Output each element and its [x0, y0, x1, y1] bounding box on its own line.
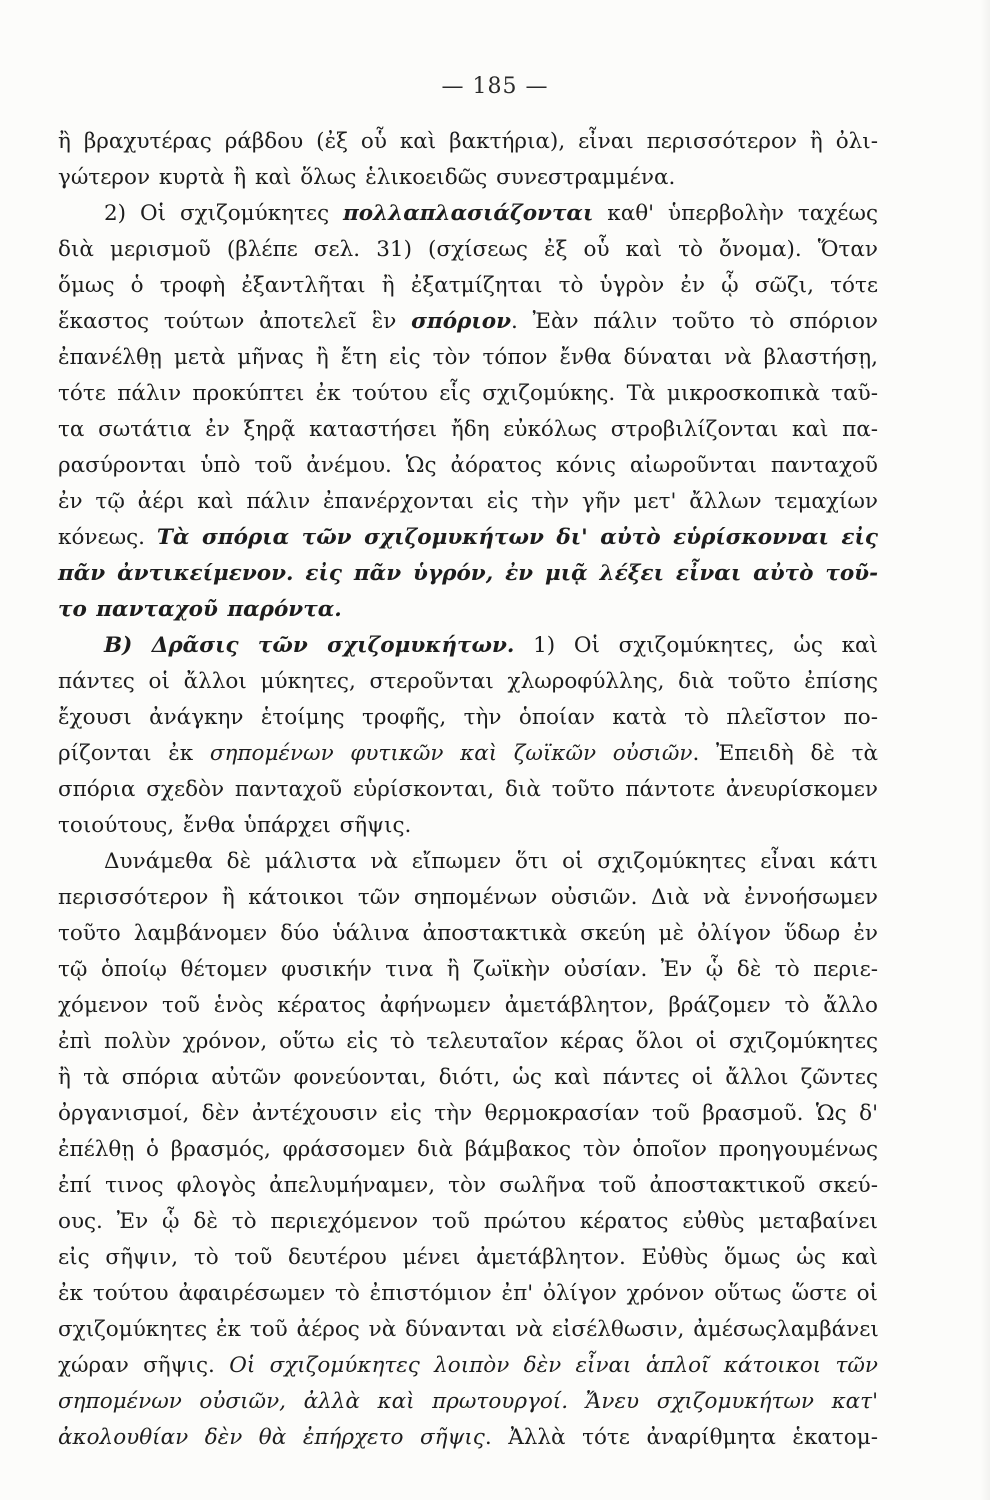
- emphasis: πολλαπλασιάζονται: [343, 201, 594, 226]
- text-line: περισσότερον ἢ κάτοικοι τῶν σηπομένων οὐσιῶν. Διὰ νὰ ἐννοήσωμεν: [58, 885, 878, 910]
- scan-edge-shadow: [980, 0, 990, 1500]
- text-line: ἐν τῷ ἀέρι καὶ πάλιν ἐπανέρχονται εἰς τὴν γῆν μετ' ἄλλων τεμαχίων: [58, 489, 878, 514]
- text-line: χόμενον τοῦ ἑνὸς κέρατος ἀφήνωμεν ἀμετάβλητον, βράζομεν τὸ ἄλλο: [58, 993, 878, 1018]
- text-line: σπόρια σχεδὸν πανταχοῦ εὑρίσκονται, διὰ τοῦτο πάντοτε ἀνευρίσκομεν: [58, 777, 878, 802]
- text-line: ἐπί τινος φλογὸς ἀπελυμήναμεν, τὸν σωλῆνα τοῦ ἀποστακτικοῦ σκεύ-: [58, 1173, 878, 1198]
- text-line: ἔχουσι ἀνάγκην ἑτοίμης τροφῆς, τὴν ὁποίαν κατὰ τὸ πλεῖστον πο-: [58, 705, 878, 730]
- italic-text: Οἱ σχιζομύκητες λοιπὸν δὲν εἶναι ἁπλοῖ κάτοικοι τῶν: [229, 1353, 878, 1378]
- text-line: [58, 1384, 878, 1420]
- text-line: ἐπὶ πολὺν χρόνον, οὕτω εἰς τὸ τελευταῖον κέρας ὅλοι οἱ σχιζομύκητες: [58, 1029, 878, 1054]
- text-line: εἰς σῆψιν, τὸ τοῦ δευτέρου μένει ἀμετάβλητον. Εὐθὺς ὅμως ὡς καὶ: [58, 1245, 878, 1270]
- text-line: τοῦτο λαμβάνομεν δύο ὑάλινα ἀποστακτικὰ σκεύη μὲ ὀλίγον ὕδωρ ἐν: [58, 921, 878, 946]
- text-line: γώτερον κυρτὰ ἢ καὶ ὅλως ἑλικοειδῶς συνεστραμμένα.: [58, 165, 676, 190]
- text-line: [58, 556, 878, 592]
- italic-text: ἀκολουθίαν δὲν θὰ ἐπήρχετο σῆψις: [58, 1425, 485, 1450]
- text-line: κόνεως. Τὰ σπόρια τῶν σχιζομυκήτων δι' αὐτὸ εὑρίσκονναι εἰς: [58, 525, 878, 550]
- text-line: τότε πάλιν προκύπτει ἐκ τούτου εἷς σχιζομύκης. Τὰ μικροσκοπικὰ ταῦ-: [58, 381, 878, 406]
- text-line: ἕκαστος τούτων ἀποτελεῖ ἓν σπόριον. Ἐὰν πάλιν τοῦτο τὸ σπόριον: [58, 309, 878, 334]
- text-line: Δυνάμεθα δὲ μάλιστα νὰ εἴπωμεν ὅτι οἱ σχιζομύκητες εἶναι κάτι: [104, 849, 878, 874]
- section-heading-line: Β) Δρᾶσις τῶν σχιζομυκήτων. 1) Οἱ σχιζομύκητες, ὡς καὶ: [104, 633, 878, 658]
- text-line: 2) Οἱ σχιζομύκητες πολλαπλασιάζονται καθ' ὑπερβολὴν ταχέως: [104, 201, 878, 226]
- text-line: τῷ ὁποίῳ θέτομεν φυσικήν τινα ἢ ζωϊκὴν οὐσίαν. Ἐν ᾧ δὲ τὸ περιε-: [58, 957, 878, 982]
- text-line: ἢ βραχυτέρας ράβδου (ἐξ οὗ καὶ βακτήρια), εἶναι περισσότερον ἢ ὀλι-: [58, 129, 878, 154]
- emphasis: σπόριον: [411, 309, 511, 334]
- text-line: ἐκ τούτου ἀφαιρέσωμεν τὸ ἐπιστόμιον ἐπ' ὀλίγον χρόνον οὕτως ὥστε οἱ: [58, 1281, 878, 1306]
- text-line: ἀκολουθίαν δὲν θὰ ἐπήρχετο σῆψις. Ἀλλὰ τότε ἀναρίθμητα ἑκατομ-: [58, 1425, 878, 1450]
- section-heading: Β) Δρᾶσις τῶν σχιζομυκήτων.: [104, 633, 515, 658]
- text-line: πάντες οἱ ἄλλοι μύκητες, στεροῦνται χλωροφύλλης, διὰ τοῦτο ἐπίσης: [58, 669, 878, 694]
- text-line: ἐπέλθῃ ὁ βρασμός, φράσσομεν διὰ βάμβακος τὸν ὁποῖον προηγουμένως: [58, 1137, 878, 1162]
- text-line: ὅμως ὁ τροφὴ ἐξαντλῆται ἢ ἐξατμίζηται τὸ ὑγρὸν ἐν ᾧ σῶζι, τότε: [58, 273, 878, 298]
- italic-text: σηπομένων οὐσιῶν, ἀλλὰ καὶ πρωτουργοί. Ἄνευ σχιζομυκήτων κατ': [58, 1389, 878, 1414]
- text-line: ρασύρονται ὑπὸ τοῦ ἀνέμου. Ὡς ἀόρατος κόνις αἰωροῦνται πανταχοῦ: [58, 453, 878, 478]
- text-line: [58, 592, 878, 628]
- text-line: τα σωτάτια ἐν ξηρᾷ καταστήσει ἤδη εὐκόλως στροβιλίζονται καὶ πα-: [58, 417, 878, 442]
- text-line: ρίζονται ἐκ σηπομένων φυτικῶν καὶ ζωϊκῶν οὐσιῶν. Ἐπειδὴ δὲ τὰ: [58, 741, 878, 766]
- text-line: διὰ μερισμοῦ (βλέπε σελ. 31) (σχίσεως ἐξ οὗ καὶ τὸ ὄνομα). Ὅταν: [58, 237, 878, 262]
- text-line: ους. Ἐν ᾧ δὲ τὸ περιεχόμενον τοῦ πρώτου κέρατος εὐθὺς μεταβαίνει: [58, 1209, 878, 1234]
- text-line: τοιούτους, ἔνθα ὑπάρχει σῆψις.: [58, 813, 412, 838]
- text-line: σχιζομύκητες ἐκ τοῦ ἀέρος νὰ δύνανται νὰ εἰσέλθωσιν, ἀμέσωςλαμβάνει: [58, 1317, 879, 1342]
- text-line: ὀργανισμοί, δὲν ἀντέχουσιν εἰς τὴν θερμοκρασίαν τοῦ βρασμοῦ. Ὡς δ': [58, 1101, 878, 1126]
- text-line: ἐπανέλθῃ μετὰ μῆνας ἢ ἔτη εἰς τὸν τόπον ἔνθα δύναται νὰ βλαστήσῃ,: [58, 345, 878, 370]
- text-line: χώραν σῆψις. Οἱ σχιζομύκητες λοιπὸν δὲν εἶναι ἁπλοῖ κάτοικοι τῶν: [58, 1353, 878, 1378]
- italic-text: σηπομένων φυτικῶν καὶ ζωϊκῶν οὐσιῶν: [209, 741, 693, 766]
- page-number: — 185 —: [441, 74, 549, 99]
- text-line: ἢ τὰ σπόρια αὐτῶν φονεύονται, διότι, ὡς καὶ πάντες οἱ ἄλλοι ζῶντες: [58, 1065, 878, 1090]
- emphasis: το πανταχοῦ παρόντα.: [58, 597, 342, 622]
- emphasis: Τὰ σπόρια τῶν σχιζομυκήτων δι' αὐτὸ εὑρίσκονναι εἰς: [156, 525, 878, 550]
- emphasis: πᾶν ἀντικείμενον. εἰς πᾶν ὑγρόν, ἐν μιᾷ λέξει εἶναι αὐτὸ τοῦ-: [58, 561, 878, 586]
- body-text: [58, 124, 878, 1456]
